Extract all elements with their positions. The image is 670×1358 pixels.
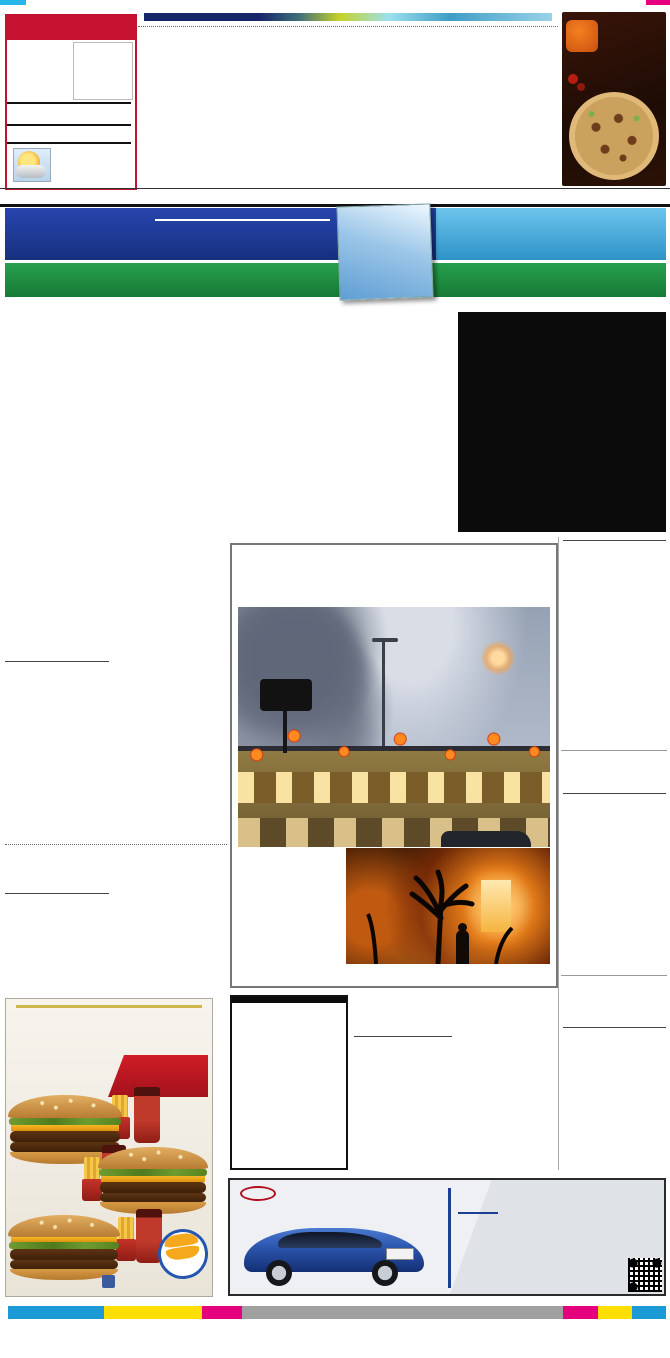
mcdonalds-ad [73, 42, 133, 100]
masthead-ribbon [144, 13, 552, 21]
webshop-body [563, 578, 666, 736]
obituaries-supplement-cover [336, 203, 433, 300]
late-news-header [232, 997, 346, 1003]
color-bar-yellow [598, 1306, 632, 1319]
masthead [138, 10, 558, 31]
explosion-photo-caption [240, 853, 340, 903]
car-silhouette [441, 831, 531, 847]
pizza-image [569, 92, 659, 180]
explosion-body [240, 906, 340, 966]
sonic-sign-pole [283, 710, 287, 753]
court-appeal-box [458, 312, 666, 532]
morgue-body [563, 831, 666, 961]
car-wheel [372, 1260, 398, 1286]
police-byline [5, 658, 109, 662]
car-image [244, 1214, 434, 1290]
guns-byline [5, 891, 109, 894]
masthead-divider [138, 26, 558, 27]
late-news-box [230, 995, 348, 1170]
car-wheel [266, 1260, 292, 1286]
explosion-article-box [230, 543, 558, 988]
obit-cover-masthead [339, 206, 427, 209]
classifieds-banner [5, 263, 666, 297]
weather-box [5, 14, 137, 190]
weather-low-row [7, 122, 131, 144]
burger-king-ad [5, 998, 213, 1297]
foia-body [563, 1065, 666, 1157]
tree-silhouette [346, 848, 550, 964]
pizza-ad-headline [602, 16, 664, 20]
kia-ad [228, 1178, 666, 1296]
pizza-ad [562, 12, 666, 186]
print-mark-left [0, 0, 26, 5]
guns-column-2 [117, 891, 227, 975]
kia-logo [240, 1186, 276, 1201]
kia-ad-divider [448, 1188, 451, 1288]
pm-byline [354, 1033, 452, 1037]
police-column-2 [117, 658, 227, 826]
foia-byline [563, 1024, 666, 1028]
obituaries-banner [436, 208, 666, 260]
section-divider [5, 844, 227, 845]
banner-rule [155, 219, 330, 221]
sun-icon [13, 148, 51, 182]
tomato-decoration [568, 74, 578, 84]
guns-column-1 [5, 908, 109, 994]
explosion-photo [238, 607, 550, 847]
color-bar-gray [242, 1306, 563, 1319]
car-plate [386, 1248, 414, 1260]
bk-gold-rule [16, 1005, 202, 1008]
pm-column-1 [354, 1072, 452, 1168]
facebook-icon [102, 1275, 115, 1288]
police-column-1 [5, 710, 109, 838]
pm-column-2 [458, 1033, 558, 1155]
kia-price [458, 1212, 498, 1214]
color-bar-blue [632, 1306, 666, 1319]
print-color-bar [0, 1306, 670, 1319]
drink-icon [134, 1087, 160, 1143]
right-rail-rule [561, 975, 667, 976]
house-fire-photo [346, 848, 550, 964]
street-lamp-glow [481, 641, 515, 675]
webshop-byline [563, 537, 666, 541]
morgue-byline [563, 790, 666, 794]
right-rail-rule [561, 750, 667, 751]
marcos-pizza-logo [566, 20, 598, 52]
issue-info-bar [0, 188, 670, 207]
person-silhouette [456, 930, 469, 964]
street-light-arm [372, 638, 398, 642]
burger-king-logo [155, 1226, 211, 1282]
weather-title [7, 16, 135, 40]
marcos-brand [566, 20, 598, 28]
color-bar-yellow [104, 1306, 202, 1319]
late-news-body [237, 1007, 341, 1135]
color-bar-blue [8, 1306, 104, 1319]
color-bar-magenta [202, 1306, 242, 1319]
sonic-sign [260, 679, 312, 711]
qr-code [626, 1256, 664, 1294]
right-rail-divider [558, 537, 559, 1170]
color-bar-magenta [563, 1306, 598, 1319]
print-mark-right [646, 0, 670, 5]
